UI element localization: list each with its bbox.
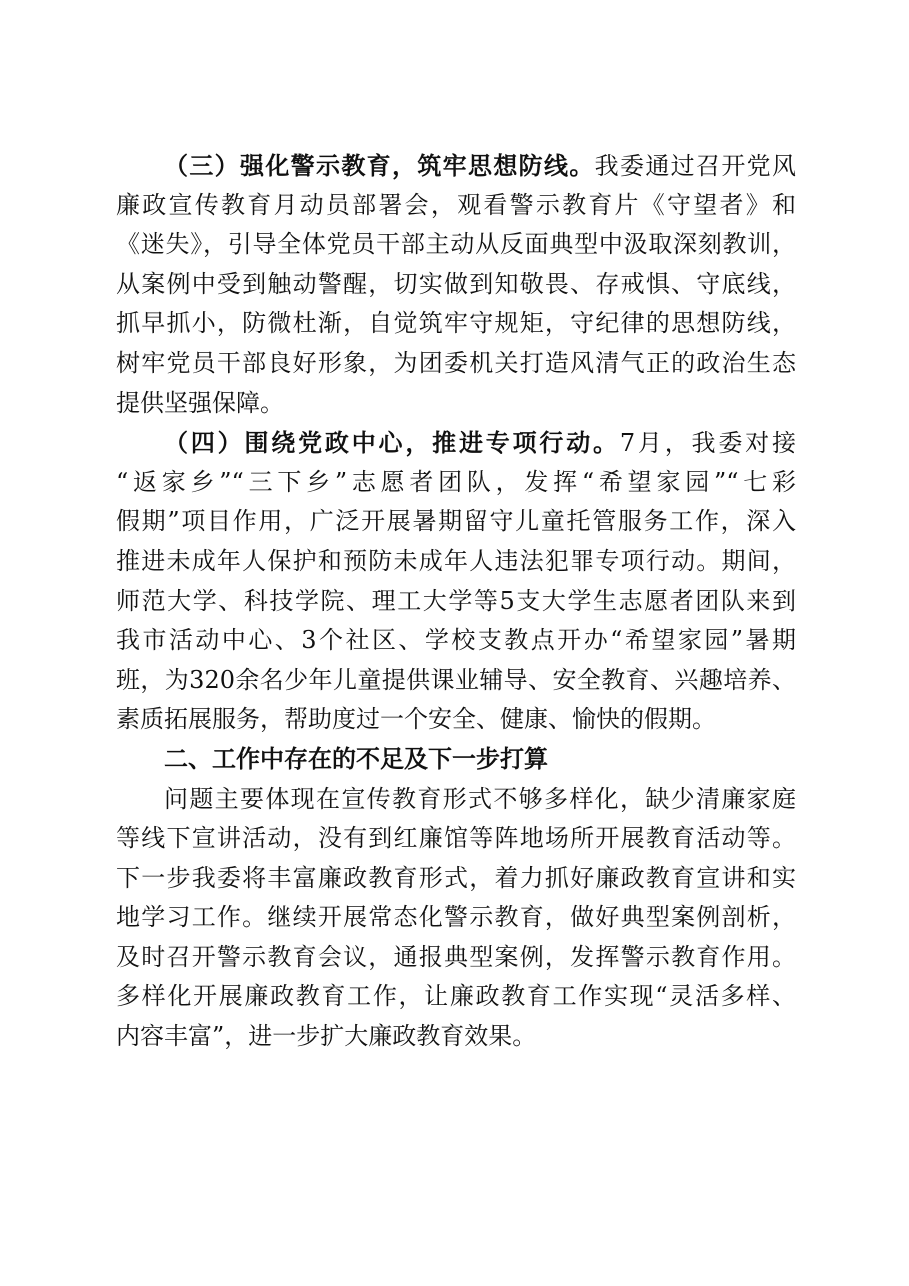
paragraph-line: 从案例中受到触动警醒，切实做到知敬畏、存戒惧、守底线， [116,269,796,298]
paragraph-line: 假期”项目作用，广泛开展暑期留守儿童托管服务工作，深入 [116,507,796,536]
section-four [116,423,796,740]
paragraph-line: 我市活动中心、3个社区、学校支教点开办“希望家园”暑期 [116,626,796,655]
paragraph-line: “返家乡”“三下乡”志愿者团队，发挥“希望家园”“七彩 [116,467,796,496]
paragraph-line: 师范大学、科技学院、理工大学等5支大学生志愿者团队来到 [116,586,796,615]
document-body [116,146,796,1057]
paragraph-line: 问题主要体现在宣传教育形式不够多样化，缺少清廉家庭 [164,784,796,813]
paragraph-line: 树牢党员干部良好形象，为团委机关打造风清气正的政治生态 [116,348,796,377]
paragraph-line: 内容丰富”，进一步扩大廉政教育效果。 [116,1022,537,1051]
paragraph-line: 推进未成年人保护和预防未成年人违法犯罪专项行动。期间， [116,546,796,575]
paragraph-line: 《迷失》，引导全体党员干部主动从反面典型中汲取深刻教训， [116,230,796,259]
paragraph-line: 等线下宣讲活动，没有到红廉馆等阵地场所开展教育活动等。 [116,824,796,853]
paragraph-line: 班，为320余名少年儿童提供课业辅导、安全教育、兴趣培养、 [116,665,796,694]
section-heading: 二、工作中存在的不足及下一步打算 [164,744,548,773]
paragraph-line [116,423,796,463]
paragraph-line: 及时召开警示教育会议，通报典型案例，发挥警示教育作用。 [116,942,796,971]
paragraph-line [116,146,796,186]
paragraph-line: 多样化开展廉政教育工作，让廉政教育工作实现“灵活多样、 [116,982,796,1011]
paragraph-line: 下一步我委将丰富廉政教育形式，着力抓好廉政教育宣讲和实 [116,863,796,892]
paragraph-line: 提供坚强保障。 [116,388,284,417]
paragraph-text: 我委通过召开党风 [594,152,797,180]
paragraph-line: 廉政宣传教育月动员部署会，观看警示教育片《守望者》和 [116,190,796,219]
paragraph-line: 素质拓展服务，帮助度过一个安全、健康、愉快的假期。 [116,705,716,734]
closing-paragraph [116,780,796,1057]
section-three-heading: （三）强化警示教育，筑牢思想防线。 [164,151,595,180]
section-four-heading: （四）围绕党政中心，推进专项行动。 [164,428,620,458]
paragraph-line: 地学习工作。继续开展常态化警示教育，做好典型案例剖析， [116,903,796,932]
section-three [116,146,796,423]
paragraph-text: 7月，我委对接 [619,429,796,458]
paragraph-line: 抓早抓小，防微杜渐，自觉筑牢守规矩，守纪律的思想防线， [116,309,796,338]
